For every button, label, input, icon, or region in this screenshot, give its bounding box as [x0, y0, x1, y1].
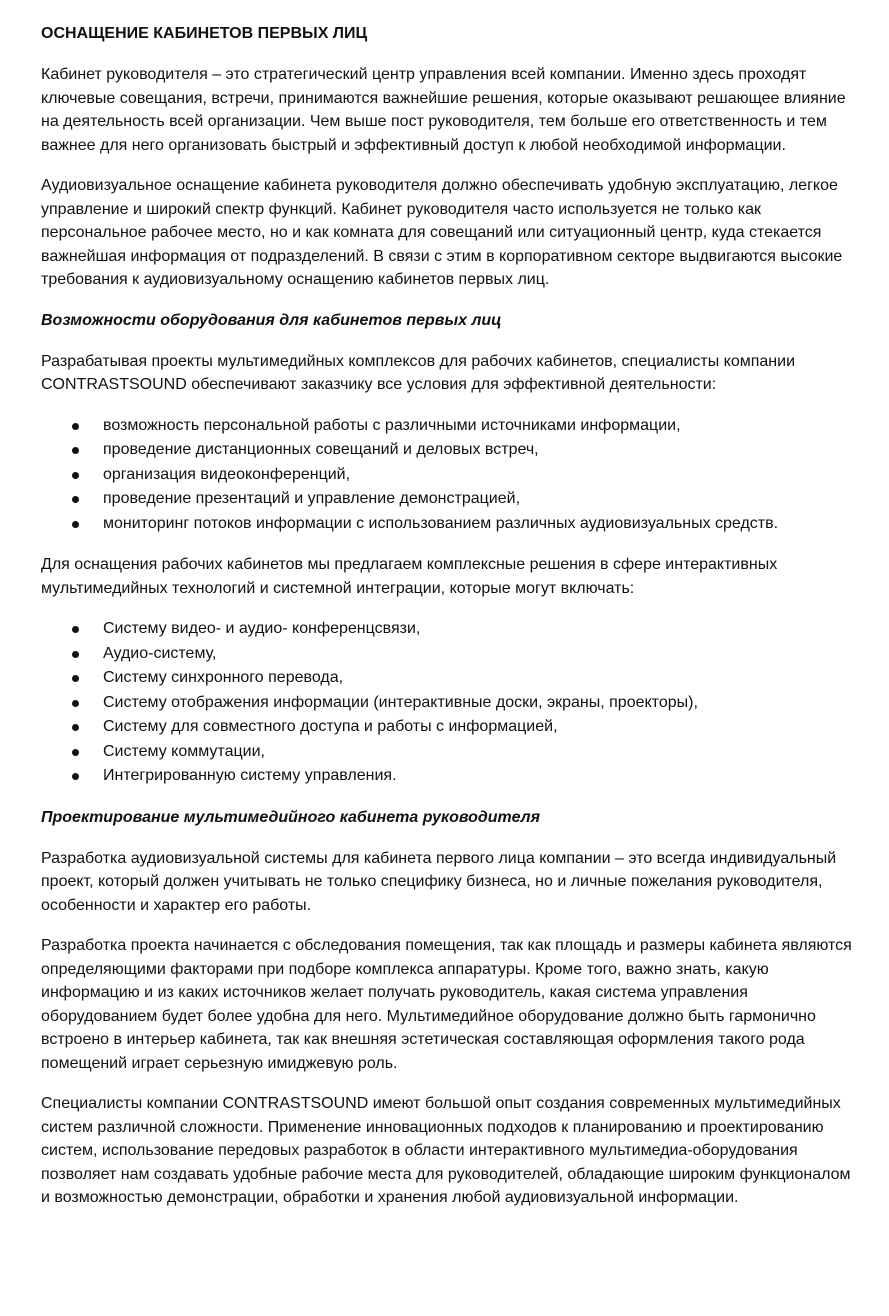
list-item	[41, 764, 859, 789]
intro-paragraph-1: Кабинет руководителя – это стратегический центр управления всей компании. Именно здесь проходят ключевые совещания, встречи, принимаются важнейшие решения, которые оказывают решающее влияние на деятельность всей организации. Чем выше пост руководителя, тем больше его ответственность и тем важнее для него организовать быстрый и эффективный доступ к любой необходимой информации.	[41, 66, 846, 154]
capabilities-list	[41, 414, 859, 537]
section-heading-design: Проектирование мультимедийного кабинета руководителя	[41, 808, 541, 826]
section2-paragraph-1: Разработка аудиовизуальной системы для кабинета первого лица компании – это всегда индивидуальный проект, который должен учитывать не только специфику бизнеса, но и личные пожелания руководителя, особенности и характер его работы.	[41, 849, 837, 914]
bullet-icon	[72, 472, 79, 479]
bullet-icon	[72, 675, 79, 682]
list-item	[41, 666, 859, 691]
bullet-icon	[72, 447, 79, 454]
list-item-text: Систему коммутации,	[103, 742, 265, 760]
bullet-icon	[72, 700, 79, 707]
bullet-icon	[72, 773, 79, 780]
bullet-icon	[72, 749, 79, 756]
list-item-text: Систему видео- и аудио- конференцсвязи,	[103, 620, 421, 637]
list-item	[41, 691, 859, 716]
bullet-icon	[72, 651, 79, 658]
document-title: ОСНАЩЕНИЕ КАБИНЕТОВ ПЕРВЫХ ЛИЦ	[41, 25, 368, 42]
list-item-text: Интегрированную систему управления.	[103, 767, 397, 784]
list-item	[41, 438, 859, 463]
list-item	[41, 512, 859, 537]
list-item-text: организация видеоконференций,	[103, 465, 351, 483]
solutions-list	[41, 617, 859, 789]
section-heading-equipment: Возможности оборудования для кабинетов первых лиц	[41, 311, 502, 329]
bullet-icon	[72, 496, 79, 503]
list-item-text: возможность персональной работы с различными источниками информации,	[103, 416, 681, 434]
bullet-icon	[72, 521, 79, 528]
list-item	[41, 414, 859, 439]
list-item-text: Систему синхронного перевода,	[103, 669, 344, 686]
bullet-icon	[72, 423, 79, 430]
list-item	[41, 715, 859, 740]
list-item	[41, 740, 859, 765]
section2-paragraph-3: Специалисты компании CONTRASTSOUND имеют большой опыт создания современных мультимедийных систем различной сложности. Применение инновационных подходов к планированию и проектированию систем, использование передовых разработок в области интерактивного мультимедиа-оборудования позволяет нам создавать удобные рабочие места для руководителей, обладающие широким функционалом и возможностью демонстрации, обработки и хранения любой аудиовизуальной информации.	[41, 1095, 851, 1206]
list-item	[41, 487, 859, 512]
list-item-text: проведение презентаций и управление демонстрацией,	[103, 490, 521, 507]
bullet-icon	[72, 724, 79, 731]
list-item-text: проведение дистанционных совещаний и деловых встреч,	[103, 441, 539, 458]
section2-paragraph-2: Разработка проекта начинается с обследования помещения, так как площадь и размеры кабинета являются определяющими факторами при подборе комплекса аппаратуры. Кроме того, важно знать, какую информацию и из каких источников желает получать руководитель, какая система управления оборудованием будет более удобна для него. Мультимедийное оборудование должно быть гармонично встроено в интерьер кабинета, так как внешняя эстетическая составляющая оформления такого рода помещений играет серьезную имиджевую роль.	[41, 937, 852, 1072]
list-item-text: Систему отображения информации (интерактивные доски, экраны, проекторы),	[103, 693, 698, 711]
intro-paragraph-2: Аудиовизуальное оснащение кабинета руководителя должно обеспечивать удобную эксплуатацию, легкое управление и широкий спектр функций. Кабинет руководителя часто используется не только как персональное рабочее место, но и как комната для совещаний или ситуационный центр, куда стекается важнейшая информация от подразделений. В связи с этим в корпоративном секторе выдвигаются высокие требования к аудиовизуальному оснащению кабинетов первых лиц.	[41, 177, 843, 288]
list-item	[41, 617, 859, 642]
bullet-icon	[72, 626, 79, 633]
list-item	[41, 642, 859, 667]
list-item-text: Аудио-систему,	[103, 644, 217, 662]
section1-lead-paragraph: Разрабатывая проекты мультимедийных комплексов для рабочих кабинетов, специалисты компании CONTRASTSOUND обеспечивают заказчику все условия для эффективной деятельности:	[41, 352, 795, 393]
section1-second-lead-paragraph: Для оснащения рабочих кабинетов мы предлагаем комплексные решения в сфере интерактивных мультимедийных технологий и системной интеграции, которые могут включать:	[41, 556, 778, 597]
list-item-text: мониторинг потоков информации с использованием различных аудиовизуальных средств.	[103, 514, 779, 532]
list-item	[41, 463, 859, 488]
list-item-text: Систему для совместного доступа и работы с информацией,	[103, 718, 558, 735]
